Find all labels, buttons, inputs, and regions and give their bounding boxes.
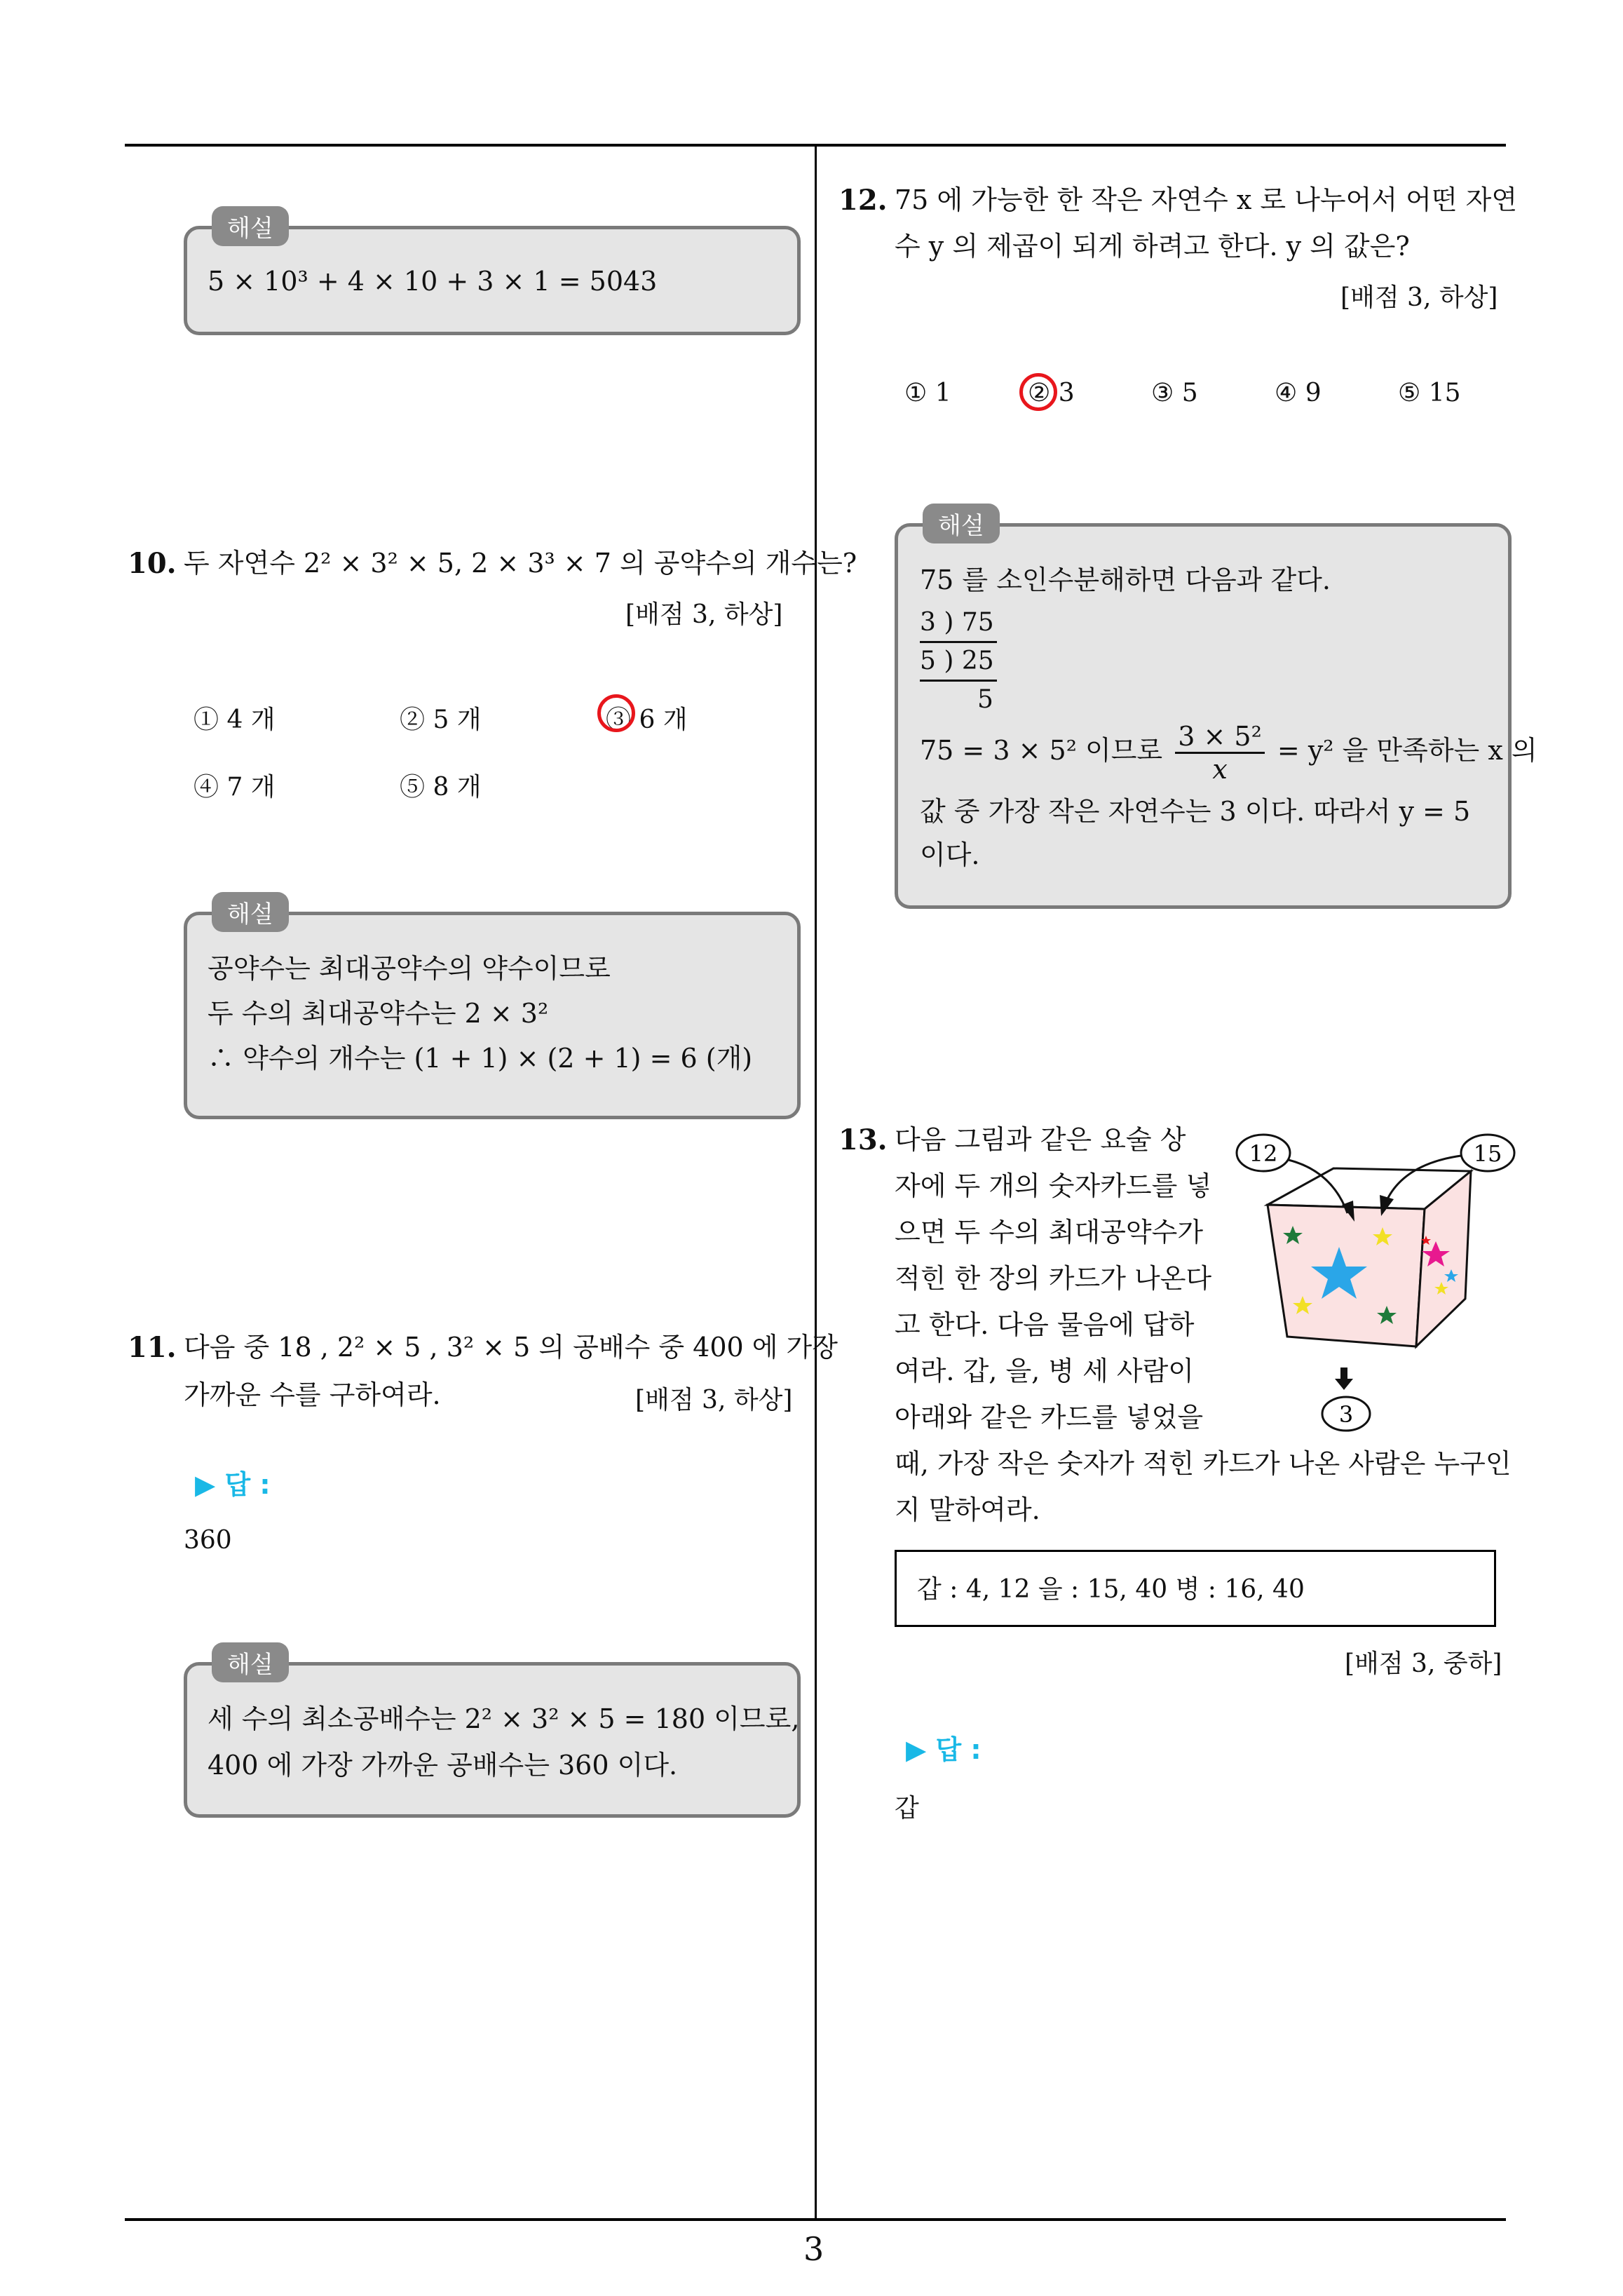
q12-division-row-3: 5 xyxy=(920,680,997,718)
q12-choice-2[interactable]: ② 3 xyxy=(1028,379,1075,407)
q11-line-2: 가까운 수를 구하여라. xyxy=(184,1379,441,1410)
arrowhead-icon xyxy=(1335,1379,1353,1390)
q10-number: 10. xyxy=(128,547,177,580)
q9-solution-line: 5 × 10³ + 4 × 10 + 3 × 1 = 5043 xyxy=(208,266,658,297)
q12-equation-post: = y² 을 만족하는 x 의 xyxy=(1277,735,1537,766)
q10-choice-2[interactable]: ② 5 개 xyxy=(400,705,482,734)
q12-answer-mark xyxy=(1019,373,1057,411)
q10-text: 두 자연수 2² × 3² × 5, 2 × 3³ × 7 의 공약수의 개수는? xyxy=(184,548,857,579)
card-3-label: 3 xyxy=(1338,1401,1354,1428)
q10-solution-line-2: 두 수의 최대공약수는 2 × 3² xyxy=(208,998,549,1029)
q13-answer-label: ▶ 답 : xyxy=(906,1734,982,1765)
q9-solution-tag: 해설 xyxy=(212,206,289,246)
q12-choice-3[interactable]: ③ 5 xyxy=(1151,379,1198,407)
q10-solution-line-1: 공약수는 최대공약수의 약수이므로 xyxy=(208,953,611,984)
q12-choice-1[interactable]: ① 1 xyxy=(904,379,951,407)
q12-solution-equation xyxy=(920,718,1537,785)
q10-choice-5[interactable]: ⑤ 8 개 xyxy=(400,773,482,802)
q13-line-4: 적힌 한 장의 카드가 나온다 xyxy=(895,1263,1212,1294)
q12-line-2: 수 y 의 제곱이 되게 하려고 한다. y 의 값은? xyxy=(895,231,1410,262)
q12-solution-intro: 75 를 소인수분해하면 다음과 같다. xyxy=(920,565,1331,595)
magic-box-illustration xyxy=(1227,1122,1521,1445)
q10-solution-tag: 해설 xyxy=(212,892,289,932)
q13-condition-text: 갑 : 4, 12 을 : 15, 40 병 : 16, 40 xyxy=(917,1575,1305,1604)
q13-line-3: 으면 두 수의 최대공약수가 xyxy=(895,1217,1204,1248)
q12-number: 12. xyxy=(838,184,888,217)
q13-line-7: 아래와 같은 카드를 넣었을 xyxy=(895,1402,1204,1433)
column-divider xyxy=(815,144,817,2220)
q11-solution-tag: 해설 xyxy=(212,1642,289,1682)
q10-choice-1[interactable]: ① 4 개 xyxy=(193,705,276,734)
q11-solution-line-1: 세 수의 최소공배수는 2² × 3² × 5 = 180 이므로, xyxy=(208,1703,800,1734)
q10-solution-line-3: ∴ 약수의 개수는 (1 + 1) × (2 + 1) = 6 (개) xyxy=(208,1043,753,1074)
q13-number: 13. xyxy=(838,1123,888,1156)
q12-solution-line-2: 값 중 가장 작은 자연수는 3 이다. 따라서 y = 5 xyxy=(920,796,1471,827)
q12-line-1: 75 에 가능한 한 작은 자연수 x 로 나누어서 어떤 자연 xyxy=(895,184,1518,215)
card-12-label: 12 xyxy=(1249,1140,1278,1167)
q11-answer-label: ▶ 답 : xyxy=(195,1469,271,1500)
q11-line-1: 다음 중 18 , 2² × 5 , 3² × 5 의 공배수 중 400 에 가장 xyxy=(184,1332,838,1363)
q12-division-row-2: 5 ) 25 xyxy=(920,641,997,680)
q11-solution-line-2: 400 에 가장 가까운 공배수는 360 이다. xyxy=(208,1750,678,1781)
q11-answer[interactable]: 360 xyxy=(184,1526,232,1555)
q12-solution-line-3: 이다. xyxy=(920,839,980,870)
q13-line-8: 때, 가장 작은 숫자가 적힌 카드가 나온 사람은 누구인 xyxy=(895,1448,1512,1479)
q13-line-6: 여라. 갑, 을, 병 세 사람이 xyxy=(895,1356,1195,1386)
q12-choice-4[interactable]: ④ 9 xyxy=(1275,379,1322,407)
q10-answer-mark xyxy=(597,694,635,732)
q12-equation-pre: 75 = 3 × 5² 이므로 xyxy=(920,735,1163,766)
card-15-label: 15 xyxy=(1473,1140,1502,1167)
q13-text-lines xyxy=(895,1116,1224,1440)
q12-meta: [배점 3, 하상] xyxy=(1340,283,1498,312)
q13-line-5: 고 한다. 다음 물음에 답하 xyxy=(895,1309,1195,1340)
q12-fraction xyxy=(1175,721,1265,785)
q12-fraction-denominator: x xyxy=(1212,754,1228,785)
q12-division-ladder xyxy=(920,605,997,718)
q11-number: 11. xyxy=(128,1331,177,1364)
q13-answer[interactable]: 갑 xyxy=(895,1794,919,1823)
page-number: 3 xyxy=(803,2230,824,2268)
q12-choice-5[interactable]: ⑤ 15 xyxy=(1398,379,1461,407)
q13-line-2: 자에 두 개의 숫자카드를 넣 xyxy=(895,1170,1212,1201)
q12-fraction-numerator: 3 × 5² xyxy=(1175,721,1265,754)
q13-meta: [배점 3, 중하] xyxy=(1345,1649,1502,1678)
q10-choice-4[interactable]: ④ 7 개 xyxy=(193,773,276,802)
arrow-out-icon xyxy=(1340,1368,1347,1380)
q13-line-1: 다음 그림과 같은 요술 상 xyxy=(895,1124,1186,1155)
q11-meta: [배점 3, 하상] xyxy=(635,1386,793,1414)
q13-line-9: 지 말하여라. xyxy=(895,1494,1040,1525)
q10-choice-3[interactable]: ③ 6 개 xyxy=(606,705,688,734)
q12-solution-tag: 해설 xyxy=(923,504,1000,543)
bottom-rule xyxy=(125,2218,1506,2221)
q10-meta: [배점 3, 하상] xyxy=(625,600,783,629)
q12-division-row-1: 3 ) 75 xyxy=(920,608,994,637)
